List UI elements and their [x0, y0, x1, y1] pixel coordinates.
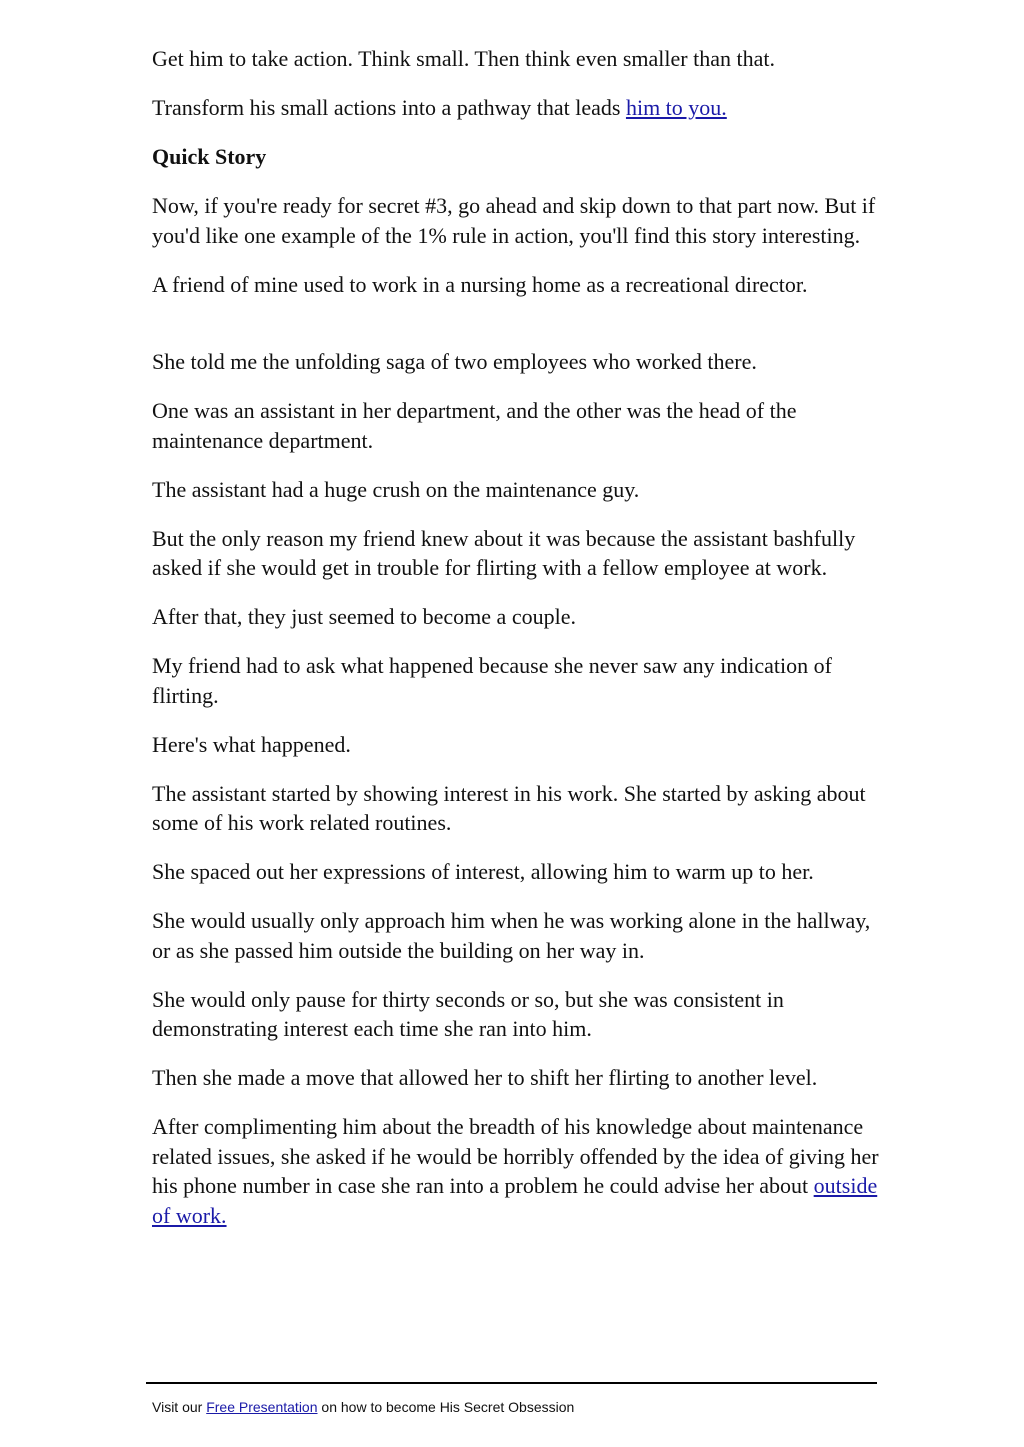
paragraph-another-level: Then she made a move that allowed her to shift her flirting to another level. [152, 1065, 818, 1090]
document-body [152, 44, 882, 1250]
paragraph-transform-actions [152, 93, 882, 123]
footer-prefix: Visit our [152, 1399, 207, 1415]
paragraph-bashfully-asked: But the only reason my friend knew about it was because the assistant bashfully asked if she would get in trouble for flirting with a fellow employee at work. [152, 525, 856, 580]
outside-of-work-link[interactable]: outside of work. [152, 1173, 878, 1228]
free-presentation-link[interactable]: Free Presentation [206, 1399, 318, 1415]
paragraph-heres-what-happened: Here's what happened. [152, 731, 351, 757]
paragraph-unfolding-saga: She told me the unfolding saga of two employees who worked there. [152, 349, 757, 374]
paragraph-huge-crush: The assistant had a huge crush on the maintenance guy. [152, 476, 640, 502]
him-to-you-link[interactable]: him to you. [625, 95, 727, 120]
footer-suffix: on how to become His Secret Obsession [317, 1399, 575, 1415]
paragraph-spaced-out: She spaced out her expressions of interest, allowing him to warm up to her. [152, 859, 814, 884]
footer [152, 1398, 574, 1416]
paragraph-take-action: Get him to take action. Think small. Then think even smaller than that. [152, 46, 775, 71]
heading-quick-story: Quick Story [152, 144, 267, 169]
paragraph-friend-nursing-home: A friend of mine used to work in a nursing home as a recreational director. [152, 271, 808, 297]
paragraph-ask-what-happened: My friend had to ask what happened because she never saw any indication of flirting. [152, 653, 832, 708]
paragraph-showing-interest: The assistant started by showing interest in his work. She started by asking about some of his work related routines. [152, 780, 866, 835]
paragraph-thirty-seconds: She would only pause for thirty seconds or so, but she was consistent in demonstrating interest each time she ran into him. [152, 986, 784, 1041]
paragraph-became-couple: After that, they just seemed to become a couple. [152, 604, 576, 629]
paragraph-approach-alone: She would usually only approach him when he was working alone in the hallway, or as she passed him outside the building on her way in. [152, 908, 871, 963]
paragraph-phone-number-text: After complimenting him about the breadth of his knowledge about maintenance related issues, she asked if he would be horribly offended by the idea of giving her his phone number in case she ran into a problem he could advise her about [152, 1114, 879, 1198]
paragraph-two-employees: One was an assistant in her department, and the other was the head of the maintenance department. [152, 398, 797, 453]
paragraph-transform-text: Transform his small actions into a pathway that leads [152, 95, 626, 120]
footer-divider [146, 1382, 877, 1384]
paragraph-secret-3: Now, if you're ready for secret #3, go ahead and skip down to that part now. But if you'd like one example of the 1% rule in action, you'll find this story interesting. [152, 193, 876, 248]
paragraph-phone-number [152, 1112, 882, 1230]
